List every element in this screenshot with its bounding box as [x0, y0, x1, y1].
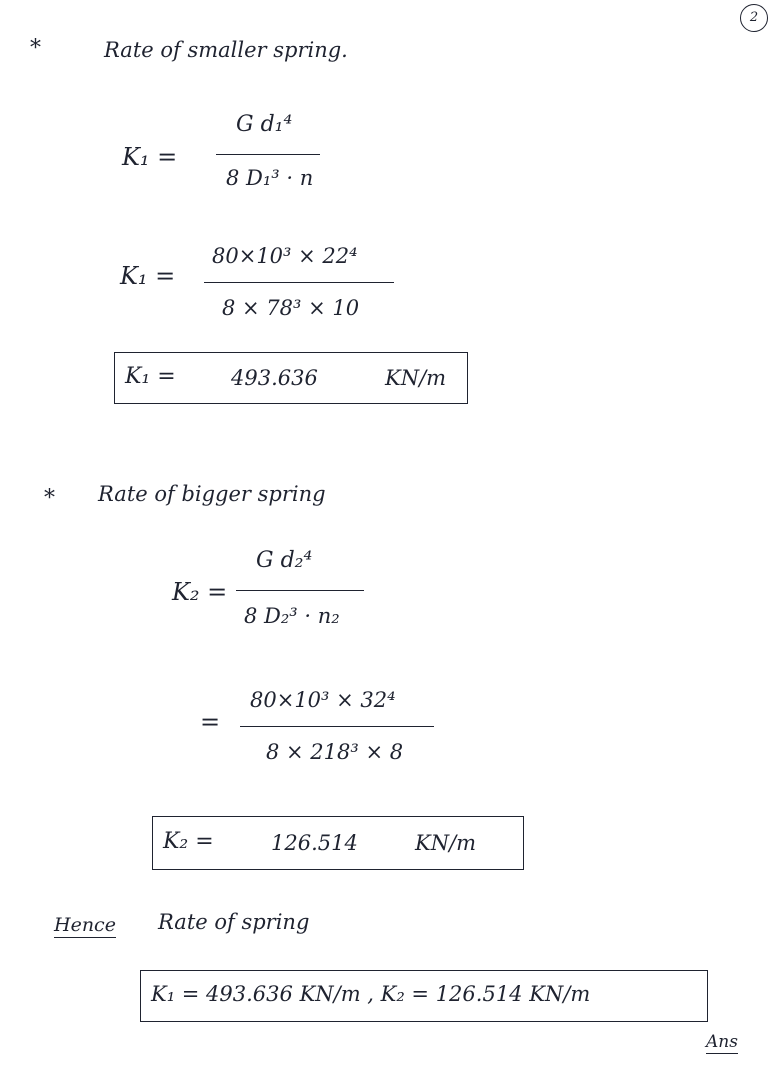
section1-formula-denominator: 8 D₁³ · n [226, 166, 314, 190]
section1-result-label: K₁ = [125, 364, 176, 389]
fraction-bar [240, 726, 434, 727]
section2-substitution-lhs: = [200, 708, 221, 736]
section2-substitution-denominator: 8 × 218³ × 8 [266, 740, 404, 764]
section1-result-box [114, 352, 468, 404]
ans-mark: Ans [706, 1032, 738, 1052]
fraction-bar [204, 282, 394, 283]
bullet-mark: * [30, 36, 41, 61]
section2-result-value: 126.514 [271, 831, 358, 855]
section2-substitution-numerator: 80×10³ × 32⁴ [250, 688, 396, 712]
section1-result-unit: KN/m [385, 366, 447, 390]
fraction-bar [236, 590, 364, 591]
section2-formula-denominator: 8 D₂³ · n₂ [244, 604, 340, 628]
section1-heading: Rate of smaller spring. [104, 38, 348, 62]
section2-result-label: K₂ = [163, 829, 214, 854]
section1-substitution-lhs: K₁ = [120, 262, 176, 290]
final-answer-box [140, 970, 708, 1022]
final-answer: K₁ = 493.636 KN/m , K₂ = 126.514 KN/m [151, 982, 591, 1006]
fraction-bar [216, 154, 320, 155]
section1-formula-numerator: G d₁⁴ [236, 112, 293, 137]
section2-result-box [152, 816, 524, 870]
section2-formula-numerator: G d₂⁴ [256, 548, 313, 573]
conclusion-heading: Rate of spring [158, 910, 310, 934]
section2-heading: Rate of bigger spring [98, 482, 326, 506]
section2-result-unit: KN/m [415, 831, 477, 855]
section1-substitution-numerator: 80×10³ × 22⁴ [212, 244, 358, 268]
section1-substitution-denominator: 8 × 78³ × 10 [222, 296, 360, 320]
hence-label: Hence [54, 914, 116, 936]
section1-result-value: 493.636 [231, 366, 318, 390]
page-number: 2 [740, 4, 768, 32]
section2-formula-lhs: K₂ = [172, 578, 228, 606]
bullet-mark: * [44, 486, 55, 511]
section1-formula-lhs: K₁ = [122, 143, 178, 171]
